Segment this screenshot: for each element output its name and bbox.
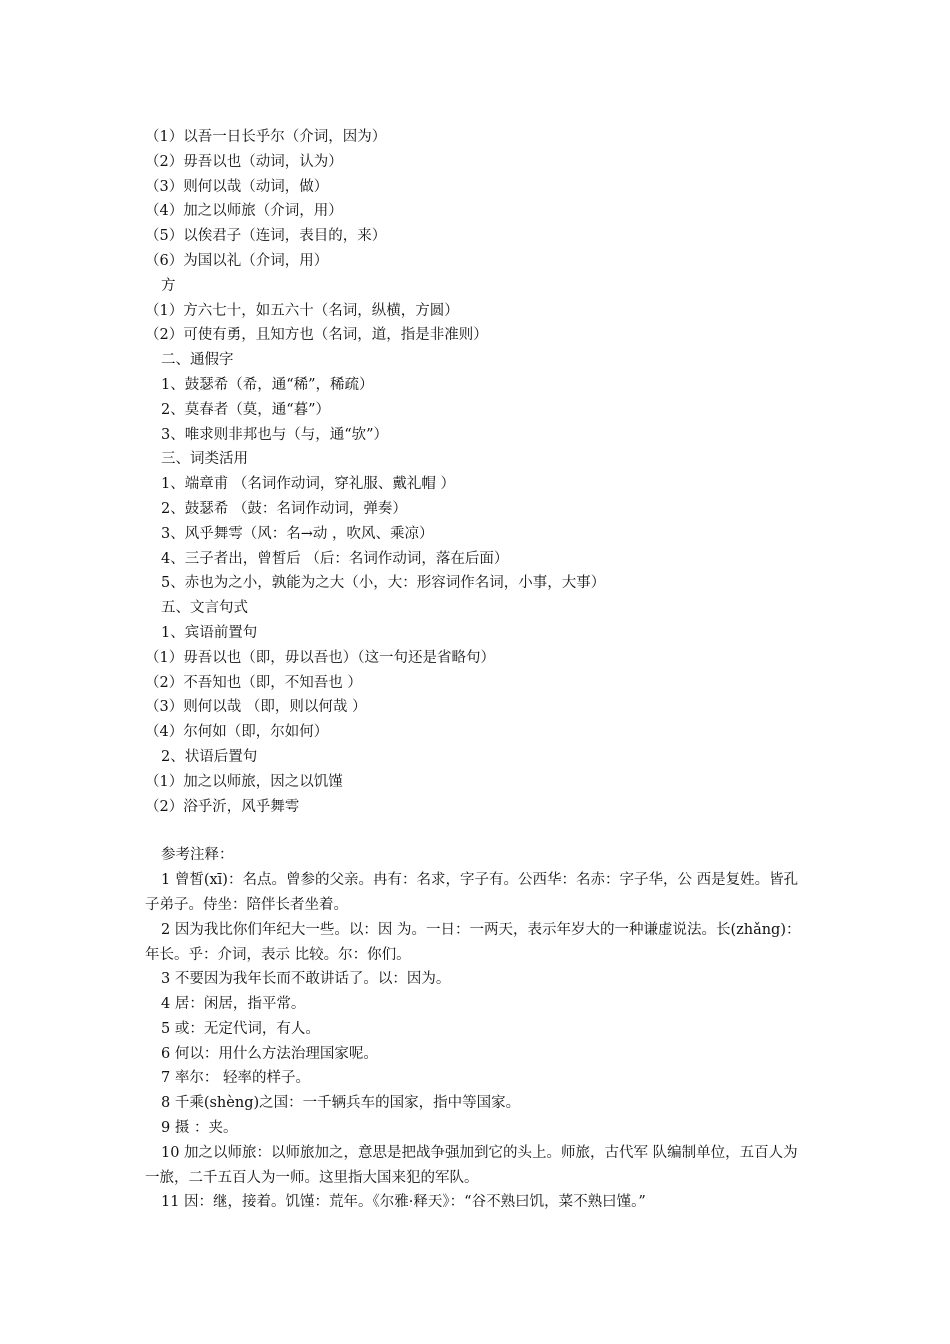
list-item: 1、端章甫 （名词作动词，穿礼服、戴礼帽 ） [161, 476, 455, 493]
list-item: （1）加之以师旅，因之以饥馑 [145, 773, 343, 790]
list-item: 5、赤也为之小，孰能为之大（小，大：形容词作名词，小事，大事） [161, 575, 606, 592]
note-item: 7 率尔： 轻率的样子。 [161, 1070, 310, 1087]
list-item: （3）则何以哉（动词，做） [145, 178, 329, 195]
document-body [145, 125, 805, 1215]
note-item: 9 摄 ：夹。 [161, 1120, 238, 1137]
subsection-heading: 2、状语后置句 [161, 748, 258, 765]
list-item: 1、鼓瑟希（希，通“稀”，稀疏） [161, 376, 374, 393]
note-item: 11 因：继，接着。饥馑：荒年。《尔雅·释天》：“谷不熟曰饥，菜不熟曰馑。” [161, 1194, 646, 1211]
list-item: （2）不吾知也（即，不知吾也 ） [145, 674, 362, 691]
list-item: （4）加之以师旅（介词，用） [145, 203, 343, 220]
subsection-heading: 1、宾语前置句 [161, 624, 258, 641]
notes-heading: 参考注释： [161, 847, 234, 864]
list-item: 3、风乎舞雩（风：名→动 ，吹风、乘凉） [161, 525, 434, 542]
section-heading-cilei: 三、词类活用 [161, 451, 248, 468]
section-heading-fang: 方 [161, 277, 176, 294]
list-item: （3）则何以哉 （即，则以何哉 ） [145, 699, 367, 716]
list-item: （6）为国以礼（介词，用） [145, 252, 329, 269]
list-item: （5）以俟君子（连词，表目的，来） [145, 228, 387, 245]
list-item: （1）以吾一日长乎尔（介词，因为） [145, 129, 387, 145]
list-item: （2）可使有勇，且知方也（名词，道，指是非准则） [145, 327, 488, 344]
list-item: 4、三子者出，曾皙后 （后：名词作动词，落在后面） [161, 550, 509, 567]
note-item: 8 千乘(shèng)之国：一千辆兵车的国家，指中等国家。 [161, 1095, 521, 1112]
list-item: 2、莫春者（莫，通“暮”） [161, 401, 331, 418]
list-item: 2、鼓瑟希 （鼓：名词作动词，弹奏） [161, 500, 407, 517]
note-item: 4 居：闲居，指平常。 [161, 996, 306, 1013]
list-item: （2）浴乎沂，风乎舞雩 [145, 798, 300, 815]
section-heading-jushi: 五、文言句式 [161, 600, 248, 617]
list-item: （1）方六七十，如五六十（名词，纵横，方圆） [145, 302, 459, 319]
list-item: （4）尔何如（即，尔如何） [145, 724, 329, 741]
section-heading-tongjia: 二、通假字 [161, 352, 234, 369]
list-item: 3、唯求则非邦也与（与，通“欤”） [161, 426, 389, 443]
note-item: 6 何以：用什么方法治理国家呢。 [161, 1045, 378, 1062]
list-item: （1）毋吾以也（即，毋以吾也）（这一句还是省略句） [145, 649, 495, 666]
note-item: 3 不要因为我年长而不敢讲话了。以：因为。 [161, 971, 451, 988]
note-item: 10 加之以师旅：以师旅加之，意思是把战争强加到它的头上。师旅，古代军 队编制单位，五百人为一旅，二千五百人为一师。这里指大国来犯的军队。 [145, 1144, 798, 1186]
note-item: 5 或：无定代词，有人。 [161, 1020, 320, 1037]
spacer [145, 819, 805, 843]
note-item: 1 曾皙(xī)：名点。曾参的父亲。冉有：名求，字子有。公西华：名赤：字子华，公 西是复姓。皆孔子弟子。侍坐：陪伴长者坐着。 [145, 872, 799, 913]
list-item: （2）毋吾以也（动词，认为） [145, 153, 343, 170]
note-item: 2 因为我比你们年纪大一些。以：因 为。一日：一两天，表示年岁大的一种谦虚说法。长(zhǎng)：年长。乎：介词，表示 比较。尔：你们。 [145, 921, 801, 963]
